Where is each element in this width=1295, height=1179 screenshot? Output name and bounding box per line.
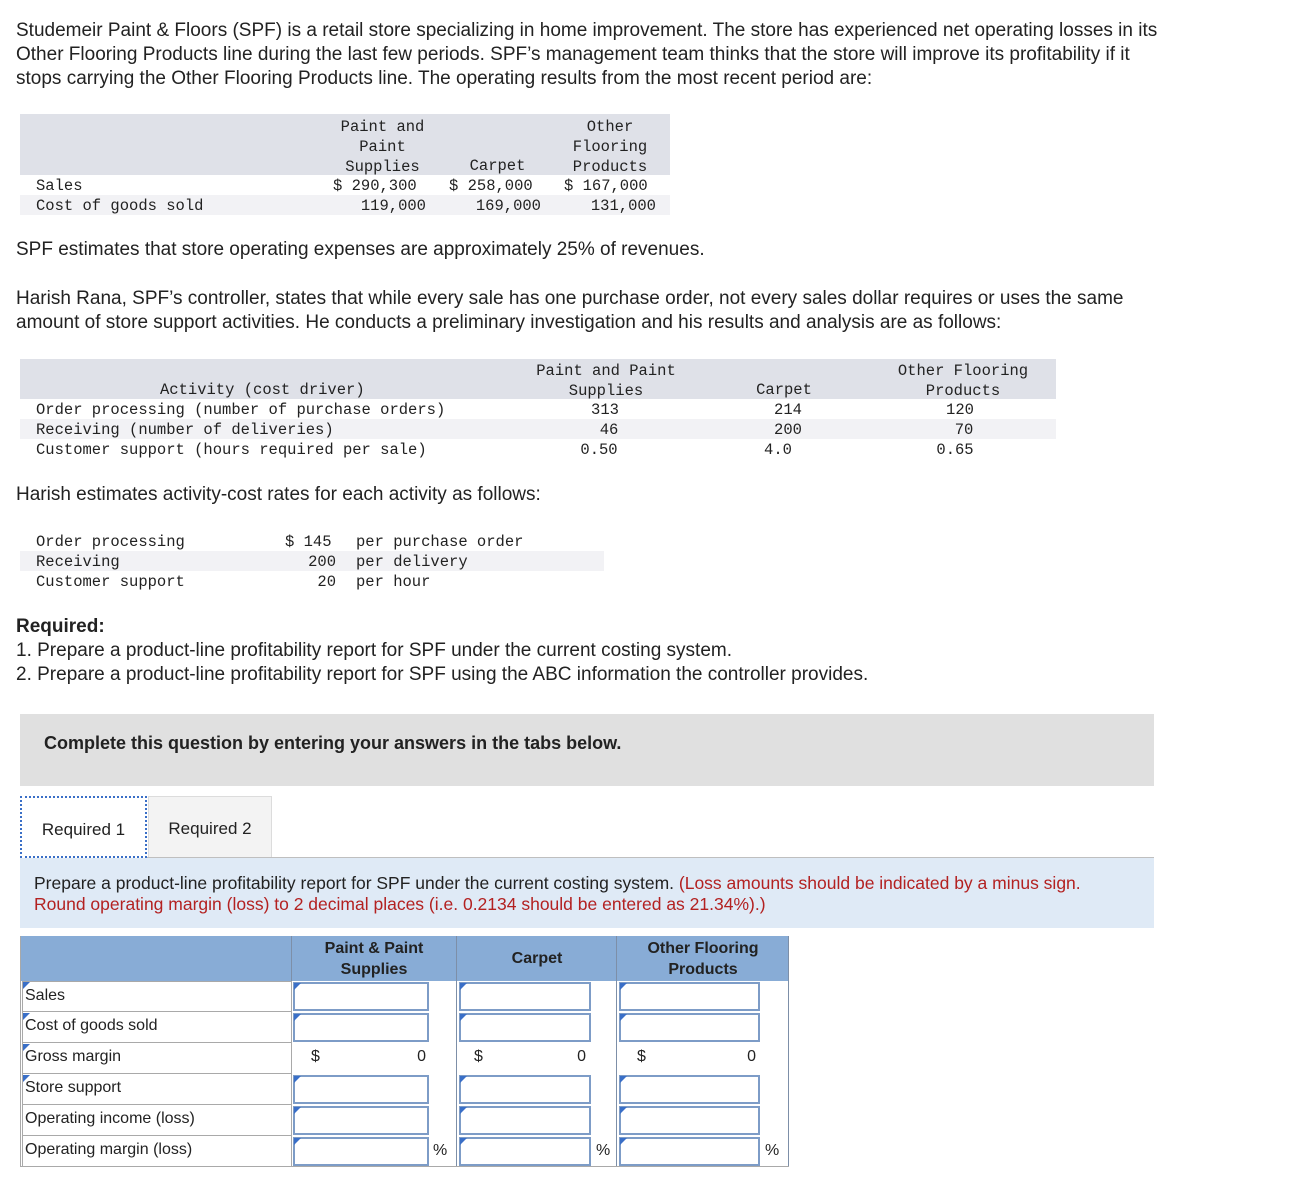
activity-col1-header: Paint and Paint (536, 362, 676, 380)
percent-sign: % (596, 1142, 611, 1159)
carpet-operating-income-input[interactable] (459, 1106, 591, 1135)
row-label-operating-margin: Operating margin (loss) (22, 1136, 292, 1167)
col-header-line: Carpet (511, 950, 563, 967)
input-marker (620, 1107, 627, 1114)
activity-cell: 70 (954, 421, 974, 439)
row-label-cogs: Cost of goods sold (22, 1012, 292, 1043)
col-header-line: Products (668, 961, 738, 978)
intro-paragraph (16, 19, 1157, 91)
other-cogs-input[interactable] (619, 1013, 760, 1042)
instruction-note: (Loss amounts should be indicated by a minus sign. Round operating margin (loss) to 2 decimal places (i.e. 0.2134 should be entered as 21.34%).) (34, 873, 1081, 914)
activity-cell: 46 (599, 421, 619, 439)
col-header-other-flooring (617, 938, 789, 980)
input-marker (620, 1076, 627, 1083)
harish-paragraph (16, 287, 1123, 335)
results-col3-header: Products (572, 158, 648, 176)
row-label-sales: Sales (22, 981, 292, 1012)
results-col3-header: Other (586, 118, 634, 136)
required-title: Required: (16, 616, 105, 637)
rate-amount: 20 (317, 573, 336, 591)
results-cell: $ 258,000 (449, 177, 533, 195)
rate-unit: per delivery (356, 553, 468, 571)
instructions-banner (20, 714, 1154, 786)
rate-label: Customer support (36, 573, 185, 591)
results-cell: $ 167,000 (564, 177, 648, 195)
input-marker (294, 983, 301, 990)
row-label-gross-margin: Gross margin (22, 1043, 292, 1074)
carpet-sales-input[interactable] (459, 982, 591, 1011)
other-operating-margin-input[interactable] (619, 1137, 760, 1166)
input-marker (294, 1107, 301, 1114)
input-marker (23, 1013, 30, 1020)
currency-symbol: $ (311, 1048, 320, 1065)
input-marker (460, 1138, 467, 1145)
percent-sign: % (433, 1142, 448, 1159)
results-row-label: Sales (36, 177, 83, 195)
activity-cell: 200 (774, 421, 802, 439)
rates-intro: Harish estimates activity-cost rates for each activity as follows: (16, 484, 541, 505)
rate-label: Order processing (36, 533, 185, 551)
activity-header: Activity (cost driver) (160, 381, 365, 399)
percent-sign: % (765, 1142, 780, 1159)
input-marker (620, 983, 627, 990)
input-marker (23, 982, 30, 989)
results-col2-header: Carpet (469, 157, 526, 175)
other-gross-margin-value: 0 (747, 1048, 756, 1065)
other-operating-income-input[interactable] (619, 1106, 760, 1135)
activity-row-label: Order processing (number of purchase orders) (36, 401, 446, 419)
input-marker (620, 1014, 627, 1021)
instruction-box (20, 858, 1154, 928)
results-cell: 169,000 (475, 197, 541, 215)
activity-col3-header: Products (925, 382, 1001, 400)
col-header-paint (292, 938, 456, 980)
input-marker (23, 1044, 30, 1051)
carpet-store-support-input[interactable] (459, 1075, 591, 1104)
rate-unit: per hour (356, 573, 431, 591)
currency-symbol: $ (474, 1048, 483, 1065)
activity-cell: 214 (774, 401, 802, 419)
carpet-cogs-input[interactable] (459, 1013, 591, 1042)
paint-operating-margin-input[interactable] (293, 1137, 429, 1166)
input-marker (460, 1014, 467, 1021)
input-marker (460, 1107, 467, 1114)
activity-cell: 0.50 (580, 441, 618, 459)
row-label-operating-income: Operating income (loss) (22, 1105, 292, 1136)
intro-line: Studemeir Paint & Floors (SPF) is a retail store specializing in home improvement. The store has experienced net operating losses in its (16, 20, 1158, 41)
harish-line: Harish Rana, SPF’s controller, states that while every sale has one purchase order, not every sales dollar requires or uses the same (16, 288, 1124, 309)
activity-cell: 120 (946, 401, 974, 419)
col-header-carpet (457, 948, 617, 969)
paint-gross-margin-value: 0 (417, 1048, 426, 1065)
input-marker (294, 1076, 301, 1083)
input-marker (460, 1076, 467, 1083)
activity-row-label: Receiving (number of deliveries) (36, 421, 334, 439)
opex-note: SPF estimates that store operating expenses are approximately 25% of revenues. (16, 239, 705, 260)
carpet-gross-margin-value: 0 (577, 1048, 586, 1065)
instruction-main: Prepare a product-line profitability report for SPF under the current costing system. (34, 873, 675, 893)
required-item: 2. Prepare a product-line profitability report for SPF using the ABC information the controller provides. (16, 664, 869, 685)
other-sales-input[interactable] (619, 982, 760, 1011)
col-header-line: Other Flooring (647, 940, 759, 957)
input-marker (294, 1138, 301, 1145)
results-col1-header: Paint and (340, 118, 425, 136)
banner-text: Complete this question by entering your answers in the tabs below. (44, 733, 622, 753)
currency-symbol: $ (637, 1048, 646, 1065)
rate-amount: $ 145 (285, 533, 332, 551)
activity-cell: 0.65 (936, 441, 974, 459)
activity-col1-header: Supplies (568, 382, 644, 400)
required-section (16, 615, 868, 687)
col-header-line: Paint & Paint (324, 940, 424, 957)
paint-sales-input[interactable] (293, 982, 429, 1011)
paint-store-support-input[interactable] (293, 1075, 429, 1104)
input-marker (460, 983, 467, 990)
results-cell: 119,000 (360, 197, 426, 215)
tab-required-2[interactable]: Required 2 (148, 796, 272, 858)
activity-col2-header: Carpet (756, 381, 812, 399)
activity-row-label: Customer support (hours required per sale) (36, 441, 427, 459)
activity-col3-header: Other Flooring (897, 362, 1029, 380)
results-row-label: Cost of goods sold (36, 197, 204, 215)
harish-line: amount of store support activities. He conducts a preliminary investigation and his results and analysis are as follows: (16, 312, 1002, 333)
required-item: 1. Prepare a product-line profitability report for SPF under the current costing system. (16, 640, 732, 661)
rate-label: Receiving (36, 553, 120, 571)
intro-line: Other Flooring Products line during the last few periods. SPF’s management team thinks that the store will improve its profitability if it (16, 44, 1130, 65)
results-cell: $ 290,300 (333, 177, 417, 195)
carpet-operating-margin-input[interactable] (459, 1137, 591, 1166)
results-cell: 131,000 (590, 197, 656, 215)
results-col3-header: Flooring (572, 138, 648, 156)
activity-cell: 4.0 (764, 441, 792, 459)
rate-amount: 200 (308, 553, 336, 571)
input-marker (620, 1138, 627, 1145)
input-marker (294, 1014, 301, 1021)
activity-cell: 313 (591, 401, 619, 419)
row-label-store-support: Store support (22, 1074, 292, 1105)
col-header-line: Supplies (340, 961, 408, 978)
results-col1-header: Paint (359, 138, 406, 156)
input-marker (23, 1075, 30, 1082)
results-col1-header: Supplies (345, 158, 420, 176)
paint-operating-income-input[interactable] (293, 1106, 429, 1135)
tab-required-1[interactable]: Required 1 (20, 796, 147, 858)
intro-line: stops carrying the Other Flooring Products line. The operating results from the most recent period are: (16, 68, 873, 89)
rate-unit: per purchase order (356, 533, 524, 551)
paint-cogs-input[interactable] (293, 1013, 429, 1042)
other-store-support-input[interactable] (619, 1075, 760, 1104)
